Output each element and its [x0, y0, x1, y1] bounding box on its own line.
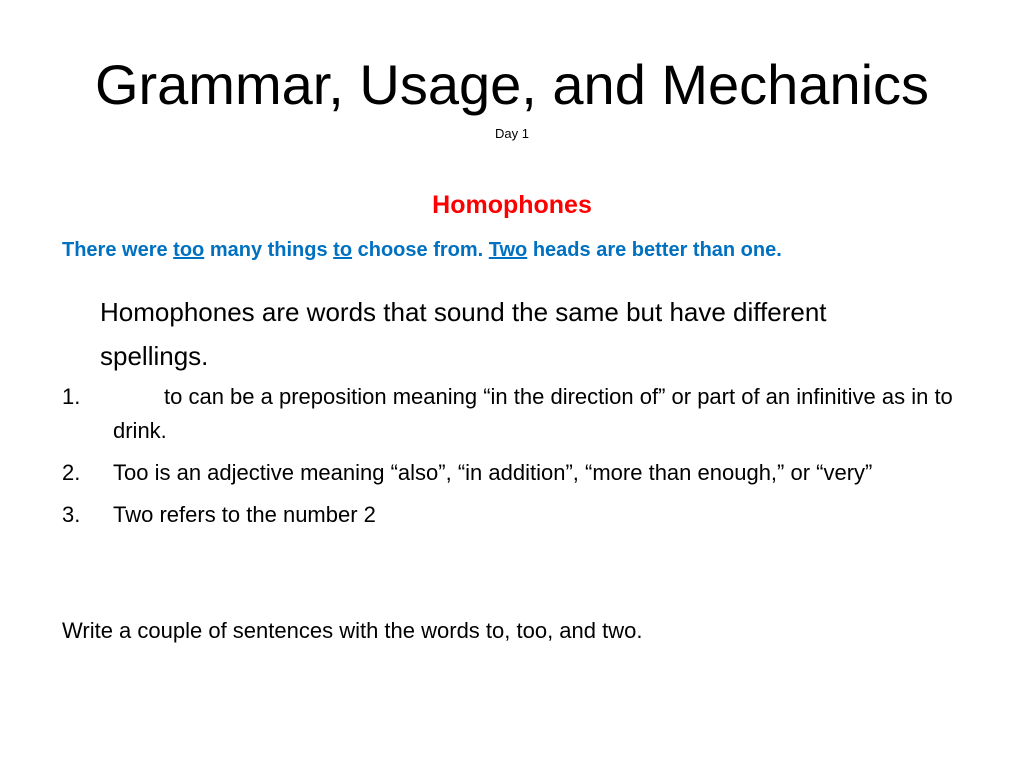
slide-subtitle: Day 1	[495, 126, 529, 141]
example-part: heads are better than one.	[527, 239, 782, 261]
writing-prompt: Write a couple of sentences with the words to, too, and two.	[62, 618, 643, 643]
list-item-number: 1.	[62, 384, 81, 409]
slide-title: Grammar, Usage, and Mechanics	[94, 53, 930, 116]
list-item-text: Two refers to the number 2	[113, 502, 376, 527]
example-part-underlined: to	[333, 239, 353, 261]
example-sentence	[62, 236, 1012, 264]
example-part: many things	[204, 239, 334, 261]
definition-text: Homophones are words that sound the same but have different spellings.	[100, 297, 827, 371]
example-part-underlined: Two	[488, 239, 528, 261]
example-part-underlined: too	[173, 239, 205, 261]
list-item-number: 2.	[62, 460, 81, 485]
section-heading: Homophones	[432, 191, 592, 219]
list-item-number: 3.	[62, 502, 81, 527]
example-part: There were	[62, 239, 174, 261]
list-item-text: Too is an adjective meaning “also”, “in addition”, “more than enough,” or “very”	[113, 460, 873, 485]
list-item	[62, 380, 982, 448]
list-item-text: to can be a preposition meaning “in the direction of” or part of an infinitive as in to drink.	[113, 384, 953, 443]
list-item	[62, 498, 982, 532]
example-part: choose from.	[352, 239, 489, 261]
list-item	[62, 456, 982, 490]
homophone-list	[62, 380, 982, 540]
